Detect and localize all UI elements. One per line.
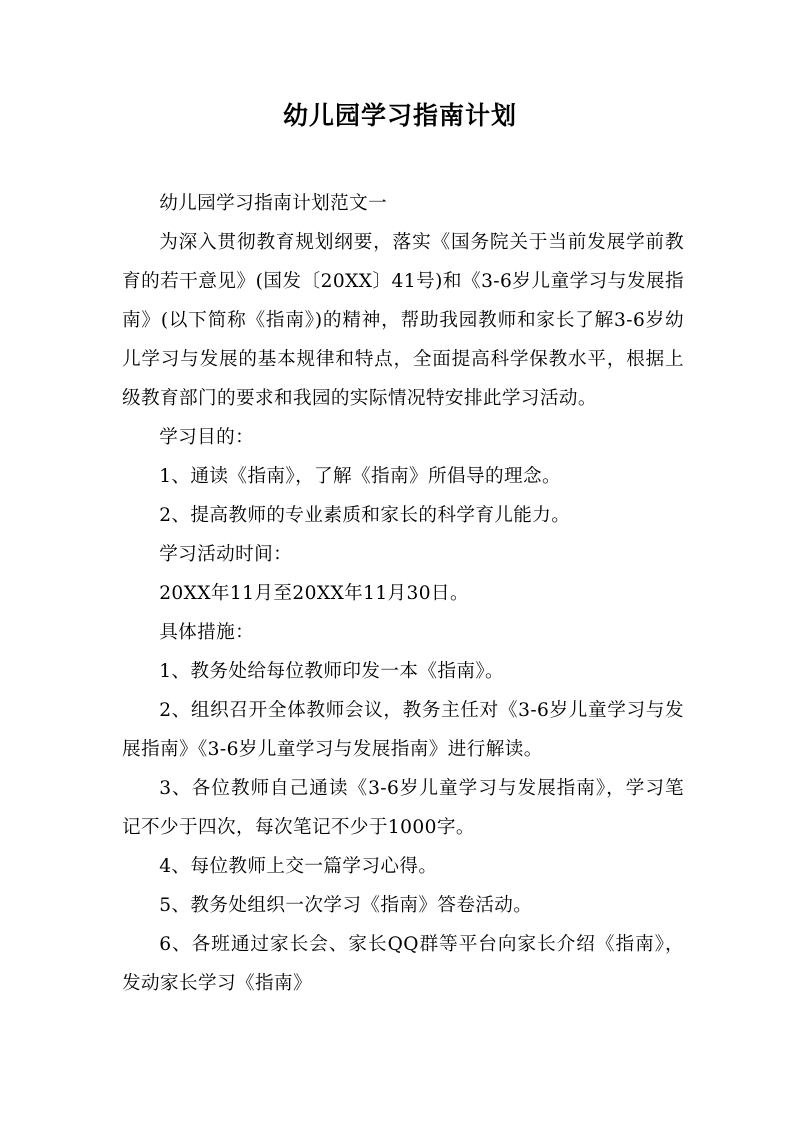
goal-item-1: 1、通读《指南》，了解《指南》所倡导的理念。 — [159, 466, 561, 487]
activity-time-range: 20XX年11月至20XX年11月30日。 — [159, 583, 469, 604]
measure-item-4: 4、每位教师上交一篇学习心得。 — [159, 856, 438, 877]
measure-item-6: 6、各班通过家长会、家长QQ群等平台向家长介绍《指南》，发动家长学习《指南》 — [122, 934, 684, 994]
goal-item-2: 2、提高教师的专业素质和家长的科学育儿能力。 — [159, 505, 571, 526]
document-body — [122, 184, 684, 1003]
heading-activity-time: 学习活动时间： — [159, 544, 293, 565]
heading-measures: 具体措施： — [159, 622, 255, 643]
document-title: 幼儿园学习指南计划 — [282, 101, 517, 130]
heading-learning-goals: 学习目的： — [159, 427, 255, 448]
measure-item-1: 1、教务处给每位教师印发一本《指南》。 — [159, 661, 505, 682]
paragraph-intro: 为深入贯彻教育规划纲要，落实《国务院关于当前发展学前教育的若干意见》(国发〔20XX〕41号)和《3-6岁儿童学习与发展指南》(以下简称《指南》)的精神，帮助我园教师和家长了解3-6岁幼儿学习与发展的基本规律和特点，全面提高科学保教水平，根据上级教育部门的要求和我园的实际情况特安排此学习活动。 — [122, 232, 684, 409]
measure-item-2: 2、组织召开全体教师会议，教务主任对《3-6岁儿童学习与发展指南》《3-6岁儿童学习与发展指南》进行解读。 — [122, 700, 684, 760]
paragraph-subtitle: 幼儿园学习指南计划范文一 — [159, 193, 388, 214]
measure-item-3: 3、各位教师自己通读《3-6岁儿童学习与发展指南》，学习笔记不少于四次，每次笔记不少于1000字。 — [122, 778, 684, 838]
measure-item-5: 5、教务处组织一次学习《指南》答卷活动。 — [159, 895, 533, 916]
